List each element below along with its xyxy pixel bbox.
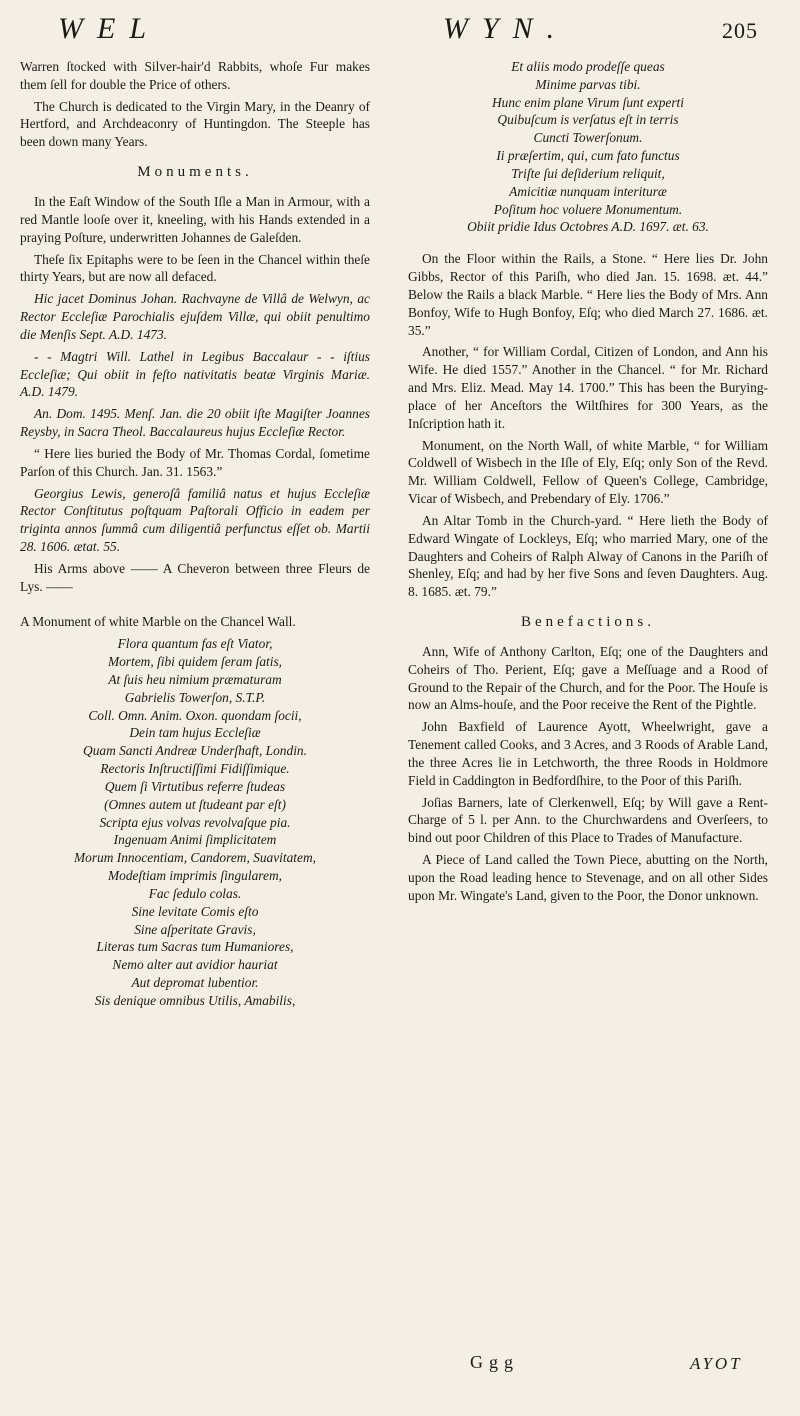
verse-line: Modeſtiam imprimis ſingularem, [108,868,282,884]
verse-line: Ingenuam Animi ſimplicitatem [113,832,277,848]
verse-line: Quibuſcum is verſatus eſt in terris [497,112,679,128]
verse-line: (Omnes autem ut ſtudeant par eſt) [104,796,286,812]
verse-line: Amicitiæ nunquam interituræ [509,183,667,199]
epitaph: An. Dom. 1495. Menſ. Jan. die 20 obiit iſte Magiſter Joannes Reysby, in Sacra Theol. Baccalaureus hujus Eccleſiæ Rector. [20,406,370,440]
paragraph: Ann, Wife of Anthony Carlton, Eſq; one of the Daughters and Coheirs of Tho. Perient, Eſq; gave a Meſſuage and a Rood of Ground to the Repair of the Church, and for the Poor. The Houſe is now an Alms-houſe, and the Poor receive the Rent of the Pightle. [408,643,768,713]
right-column [408,58,768,909]
verse-line: At ſuis heu nimium præmaturam [108,671,282,687]
verse-line: Triſte ſui deſiderium reliquit, [511,165,665,181]
epitaph: - - Magtri Will. Lathel in Legibus Baccalaur - - iſtius Eccleſiæ; Qui obiit in feſto nativitatis beatæ Virginis Mariæ. A.D. 1479. [20,348,370,400]
epitaph: Hic jacet Dominus Johan. Rachvayne de Villâ de Welwyn, ac Rector Eccleſiæ Parochialis ejuſdem Villæ, qui obiit penultimo die Menſis Sept. A.D. 1473. [20,291,370,342]
paragraph: A Monument of white Marble on the Chancel Wall. [20,614,296,630]
signature-mark: Ggg [470,1352,519,1372]
verse-line: Aut depromat lubentior. [131,975,259,991]
paragraph: The Church is dedicated to the Virgin Mary, in the Deanry of Hertford, and Archdeaconry of Huntingdon. The Steeple has been down many Years. [20,98,370,150]
paragraph: An Altar Tomb in the Church-yard. “ Here lieth the Body of Edward Wingate of Lockleys, Eſq; who married Mary, one of the Daughters and Coheirs of Ralph Alway of Canons in the Pariſh of Shenley, Eſq; and had by her five Sons and ſeven Daughters. Aug. 8. 1685. æt. 79.” [408,512,768,600]
running-head-left: WEL [58,12,160,45]
section-heading: Benefactions. [520,614,656,631]
verse-line: Flora quantum fas eſt Viator, [117,636,273,652]
paragraph: John Baxfield of Laurence Ayott, Wheelwright, gave a Tenement called Cooks, and 3 Acres, and 3 Roods of Arable Land, the three Acres lie in Letchworth, the three Roods in Holdmore Field in Caddington in Bedfordſhire, to the Poor of this Pariſh. [408,719,768,788]
left-column [20,58,370,1010]
verse-line: Literas tum Sacras tum Humaniores, [96,939,294,955]
verse-line: Fac ſedulo colas. [148,885,242,901]
verse-line: Cuncti Towerſonum. [533,130,643,146]
verse-line: Hunc enim plane Virum ſunt experti [491,94,684,110]
verse-line: Quem ſi Virtutibus referre ſtudeas [104,778,286,794]
verse-line: Quam Sancti Andreæ Underſhaft, Londin. [83,743,307,759]
verse-line: Rectoris Inſtructiſſimi Fidiſſimique. [100,761,290,777]
verse-line: Nemo alter aut avidior hauriat [112,957,278,973]
paragraph: Another, “ for William Cordal, Citizen of London, and Ann his Wife. He died 1557.” Another in the Chancel. “ for Mr. Richard and Mrs. Eliz. Mead. May 14. 1700.” This has been the Burying-place of her Anceſtors the Wiltſhires for 300 Years, as the Inſcription hath it. [408,344,768,431]
latin-inscription [20,635,370,1009]
verse-line: Sine levitate Comis eſto [131,903,259,919]
paragraph: On the Floor within the Rails, a Stone. “ Here lies Dr. John Gibbs, Rector of this Pariſh, who died Jan. 15. 1698. æt. 44.” Below the Rails a black Marble. “ Here lies the Body of Mrs. Ann Bonfoy, Wife to Hugh Bonfoy, Eſq; who died March 27. 1686. æt. 35.” [408,251,768,338]
paragraph: Monument, on the North Wall, of white Marble, “ for William Coldwell of Wisbech in the Iſle of Ely, Eſq; only Son of the Revd. Mr. William Coldwell, Fellow of Queen's College, Cambridge, Vicar of Wisbech, and Prebendary of Ely. 1706.” [408,437,768,507]
running-head-right: WYN. [443,12,569,45]
epitaph: Georgius Lewis, generoſâ familiâ natus et hujus Eccleſiæ Rector Conſtitutus poſtquam Paſtorali Officio in eadem per triginta annos ſummâ cum diligentiâ perfunctus eſſet ob. Martii 28. 1606. ætat. 55. [20,485,370,554]
verse-line: Mortem, ſibi quidem ſeram ſatis, [107,654,283,670]
verse-line: Morum Innocentiam, Candorem, Suavitatem, [74,850,316,866]
paragraph: Theſe ſix Epitaphs were to be ſeen in the Chancel within theſe thirty Years, but are now all defaced. [20,251,370,285]
verse-line: Ii præſertim, qui, cum fato functus [496,148,680,164]
epitaph: “ Here lies buried the Body of Mr. Thomas Cordal, ſometime Parſon of this Church. Jan. 31. 1563.” [20,445,370,479]
verse-line: Sis denique omnibus Utilis, Amabilis, [94,992,296,1008]
verse-line: Dein tam hujus Eccleſiæ [129,725,261,741]
verse-line: Minime parvas tibi. [535,76,641,92]
verse-line: Coll. Omn. Anim. Oxon. quondam ſocii, [88,707,302,723]
paragraph: Joſias Barners, late of Clerkenwell, Eſq; by Will gave a Rent-Charge of 5 l. per Ann. to the Churchwardens and Overſeers, to bind out poor Children of this Place to Trades of Manufacture. [408,794,768,846]
paragraph: His Arms above —— A Cheveron between three Fleurs de Lys. —— [20,560,370,594]
page-number: 205 [722,18,758,43]
verse-line: Et aliis modo prodeſſe queas [511,59,665,74]
catchword: AYOT [690,1354,743,1373]
paragraph: In the Eaſt Window of the South Iſle a Man in Armour, with a red Mantle looſe over it, kneeling, with his Hands extended in a praying Poſture, underwritten Johannes de Galeſden. [20,194,370,245]
verse-line: Obiit pridie Idus Octobres A.D. 1697. æt. 63. [467,219,709,235]
section-heading: Monuments. [137,164,253,181]
running-head [58,12,758,54]
verse-line: Gabrielis Towerſon, S.T.P. [124,689,266,705]
verse-line: Poſitum hoc voluere Monumentum. [493,201,683,217]
paragraph: A Piece of Land called the Town Piece, abutting on the North, upon the Road leading hence to Stevenage, and on all other Sides upon Mr. Wingate's Land, given to the Poor, the Donor unknown. [408,852,768,903]
verse-line: Sine aſperitate Gravis, [134,921,256,937]
latin-inscription-continued [408,58,768,236]
paragraph: Warren ſtocked with Silver-hair'd Rabbits, whoſe Fur makes them ſell for double the Price of others. [20,59,370,92]
verse-line: Scripta ejus volvas revolvaſque pia. [99,814,291,830]
